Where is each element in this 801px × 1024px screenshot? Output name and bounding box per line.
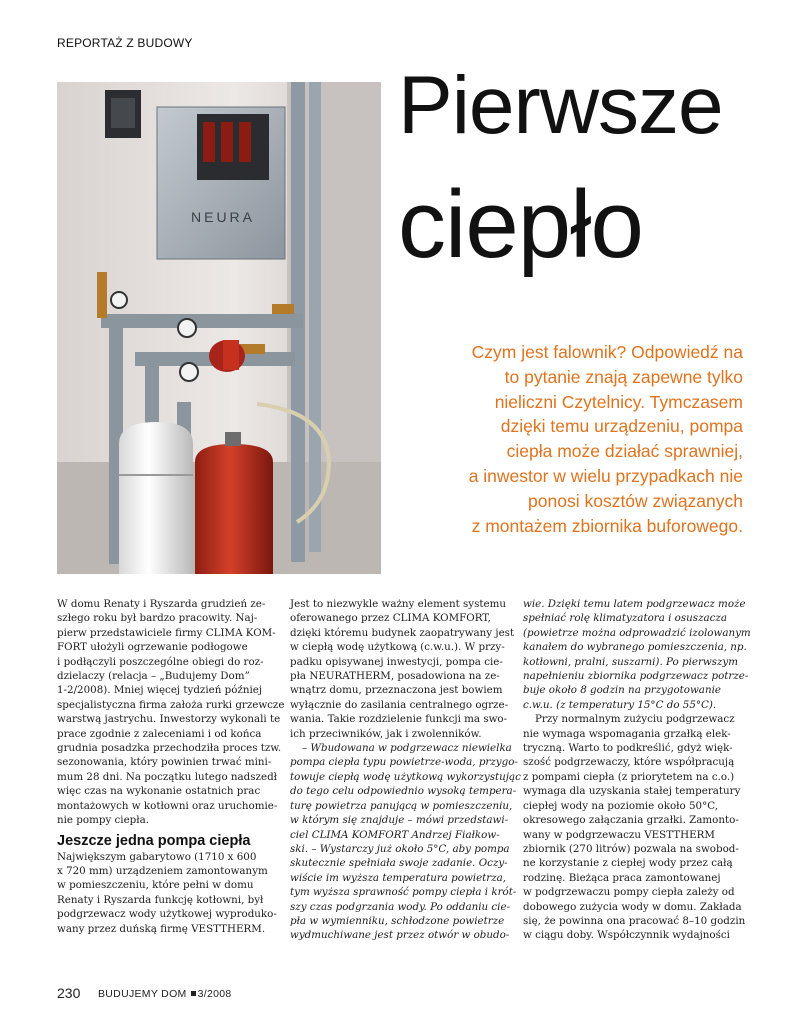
text-line: się, że powinna ona pracować 8–10 godzin <box>523 914 746 927</box>
text-line: wydmuchiwane jest przez otwór w obudo- <box>290 929 510 942</box>
text-line: (powietrze można odprowadzić izolowanym <box>523 626 751 639</box>
lead-line: dzięki temu urządzeniu, pompa <box>500 416 743 437</box>
text-line: kanałem do wybranego pomieszczenia, np. <box>523 641 747 654</box>
text-line: szłego roku był bardzo pracowity. Naj- <box>57 612 258 625</box>
text-line: x 720 mm) urządzeniem zamontowanym <box>57 864 268 877</box>
lead-line: z montażem zbiornika buforowego. <box>471 515 743 536</box>
text-line: turę powietrza panującą w pomieszczeniu, <box>290 799 513 812</box>
text-line: specjalistyczna firma założa rurki grzewcze <box>57 698 285 711</box>
text-line: w którym się znajduje – mówi przedstawi- <box>290 814 509 827</box>
text-line: nie wymaga wspomagania grzałką elek- <box>523 727 731 740</box>
text-line: – Wbudowana w podgrzewacz niewielka <box>302 742 512 755</box>
text-line: wany przez duńską firmę VESTTHERM. <box>57 922 266 935</box>
text-line: ich przeciwników, jak i zwolenników. <box>290 727 482 740</box>
text-line: W domu Renaty i Ryszarda grudzień ze- <box>57 598 266 610</box>
text-line: ciepłej wody na poziomie około 50°C, <box>523 799 718 812</box>
text-line: i podłączyli poszczególne obiegi do roz- <box>57 655 264 668</box>
lead-line: to pytanie znają zapewne tylko <box>504 366 743 387</box>
text-line: oferowanego przez CLIMA KOMFORT, <box>290 612 491 625</box>
page-number: 230 <box>57 985 81 1001</box>
text-line: towuje ciepłą wodę użytkową wykorzystując <box>290 770 521 783</box>
text-line: buje około 8 godzin na przygotowanie <box>523 684 721 697</box>
text-line: tryczną. Warto to podkreślić, gdyż więk- <box>523 742 733 755</box>
text-line: montażowych w kotłowni oraz uruchomie- <box>57 799 278 812</box>
text-line: ne korzystanie z ciepłej wody przez całą <box>523 857 733 870</box>
text-line: mum 28 dni. Na początku lutego nadszedł <box>57 770 278 783</box>
text-line: pompa ciepła typu powietrze-woda, przygo- <box>290 756 518 769</box>
boiler-room-photo <box>57 82 381 574</box>
issue-number: 3/2008 <box>197 988 232 1000</box>
magazine-name: BUDUJEMY DOM <box>98 988 187 1000</box>
title-line-1: Pierwsze <box>398 60 723 151</box>
text-line: nie pompy ciepła. <box>57 814 150 827</box>
text-line: w podgrzewaczu pompy ciepła zależy od <box>523 886 735 899</box>
text-line: sezonowania, który powinien trwać mini- <box>57 756 272 769</box>
text-line: więc czas na wykonanie ostatnich prac <box>57 785 261 798</box>
text-line: ski. – Wystarczy już około 5°C, aby pompa <box>290 842 510 855</box>
text-line: dobowego zużycia wody w domu. Zakłada <box>523 900 742 913</box>
text-line: Przy normalnym zużyciu podgrzewacz <box>535 713 735 726</box>
text-line: zbiornik (270 litrów) pozwala na swobod- <box>523 842 739 855</box>
text-line: szy czas podgrzania wody. Po oddaniu cie- <box>290 900 511 913</box>
text-line: kotłowni, pralni, suszarni). Po pierwszym <box>523 655 738 668</box>
body-column-3 <box>523 597 751 943</box>
text-line: wnątrz domu, przeznaczona jest bowiem <box>290 684 503 697</box>
text-line: 1-2/2008). Mniej więcej tydzień później <box>57 684 263 697</box>
text-line: c.w.u. (z temperatury 15°C do 55°C). <box>523 698 717 711</box>
text-line: wania. Takie rozdzielenie funkcji ma swo- <box>290 713 508 726</box>
lead-line: nieliczni Czytelnicy. Tymczasem <box>494 391 743 412</box>
text-line: dzięki któremu budynek zaopatrywany jest <box>290 626 515 639</box>
title-line-2: ciepło <box>398 171 643 278</box>
text-line: w ciepłą wodę użytkową (c.w.u.). W przy- <box>290 641 505 654</box>
section-label: REPORTAŻ Z BUDOWY <box>57 36 193 50</box>
text-line: do tego celu odpowiednio wysoką tempera- <box>290 785 517 798</box>
text-line: spełniać rolę klimatyzatora i osuszacza <box>523 612 727 625</box>
text-line: FORT ułożyli ogrzewanie podłogowe <box>57 641 248 654</box>
magazine-issue <box>98 988 232 1000</box>
text-line: pła w wymienniku, schłodzone powietrze <box>290 914 505 927</box>
text-line: szość podgrzewaczy, które współpracują <box>523 756 735 769</box>
text-line: z pompami ciepła (z priorytetem na c.o.) <box>523 770 735 783</box>
square-bullet-icon <box>191 991 196 996</box>
text-line: okresowego załączania grzałki. Zamonto- <box>523 814 739 827</box>
text-line: Największym gabarytowo (1710 x 600 <box>57 850 257 863</box>
text-line: warstwą jastrychu. Inwestorzy wykonali te <box>57 713 281 726</box>
text-line: skutecznie spełniała swoje zadanie. Oczy- <box>290 857 508 870</box>
text-line: Jest to niezwykle ważny element systemu <box>290 598 506 610</box>
text-line: w pomieszczeniu, które pełni w domu <box>57 879 254 892</box>
lead-paragraph <box>398 340 743 538</box>
body-column-1 <box>57 597 285 936</box>
neura-brand: NEURA <box>191 209 256 225</box>
text-line: padku opisywanej inwestycji, pompa cie- <box>290 655 503 668</box>
text-line: Renaty i Ryszarda funkcję kotłowni, był <box>57 893 264 906</box>
text-line: rodzinę. Bieżąca praca zamontowanej <box>523 871 721 884</box>
lead-line: Czym jest falownik? Odpowiedź na <box>471 342 743 362</box>
text-line: pierw przedstawiciele firmy CLIMA KOM- <box>57 626 276 639</box>
subheading: Jeszcze jedna pompa ciepła <box>57 832 251 849</box>
text-line: wymaga dla uzyskania stałej temperatury <box>523 785 741 798</box>
text-line: ciel CLIMA KOMFORT Andrzej Fiałkow- <box>290 828 500 841</box>
text-line: wiście im wyższa temperatura powietrza, <box>290 871 507 884</box>
lead-line: a inwestor w wielu przypadkach nie <box>468 465 743 486</box>
body-column-2 <box>290 597 521 943</box>
text-line: wyłącznie do zasilania centralnego ogrze- <box>290 698 509 711</box>
text-line: wie. Dzięki temu latem podgrzewacz może <box>523 598 746 610</box>
text-line: napełnieniu zbiornika podgrzewacz potrze- <box>523 670 749 683</box>
text-line: wany w podgrzewaczu VESTTHERM <box>523 828 715 841</box>
text-line: pła NEURATHERM, posadowiona na ze- <box>290 670 500 683</box>
lead-line: ponosi kosztów związanych <box>528 490 743 511</box>
text-line: w ciągu doby. Współczynnik wydajności <box>523 929 730 942</box>
lead-line: ciepła może działać sprawniej, <box>506 441 743 462</box>
text-line: tym wyższa sprawność pompy ciepła i krót- <box>290 886 517 899</box>
text-line: dzielaczy (relacja – „Budujemy Dom” <box>57 670 250 683</box>
text-line: prace zgodnie z zaleceniami i od końca <box>57 727 262 740</box>
text-line: podgrzewacz wody użytkowej wyproduko- <box>57 908 277 921</box>
text-line: grudnia posadzka przechodziła proces tzw. <box>57 742 282 755</box>
